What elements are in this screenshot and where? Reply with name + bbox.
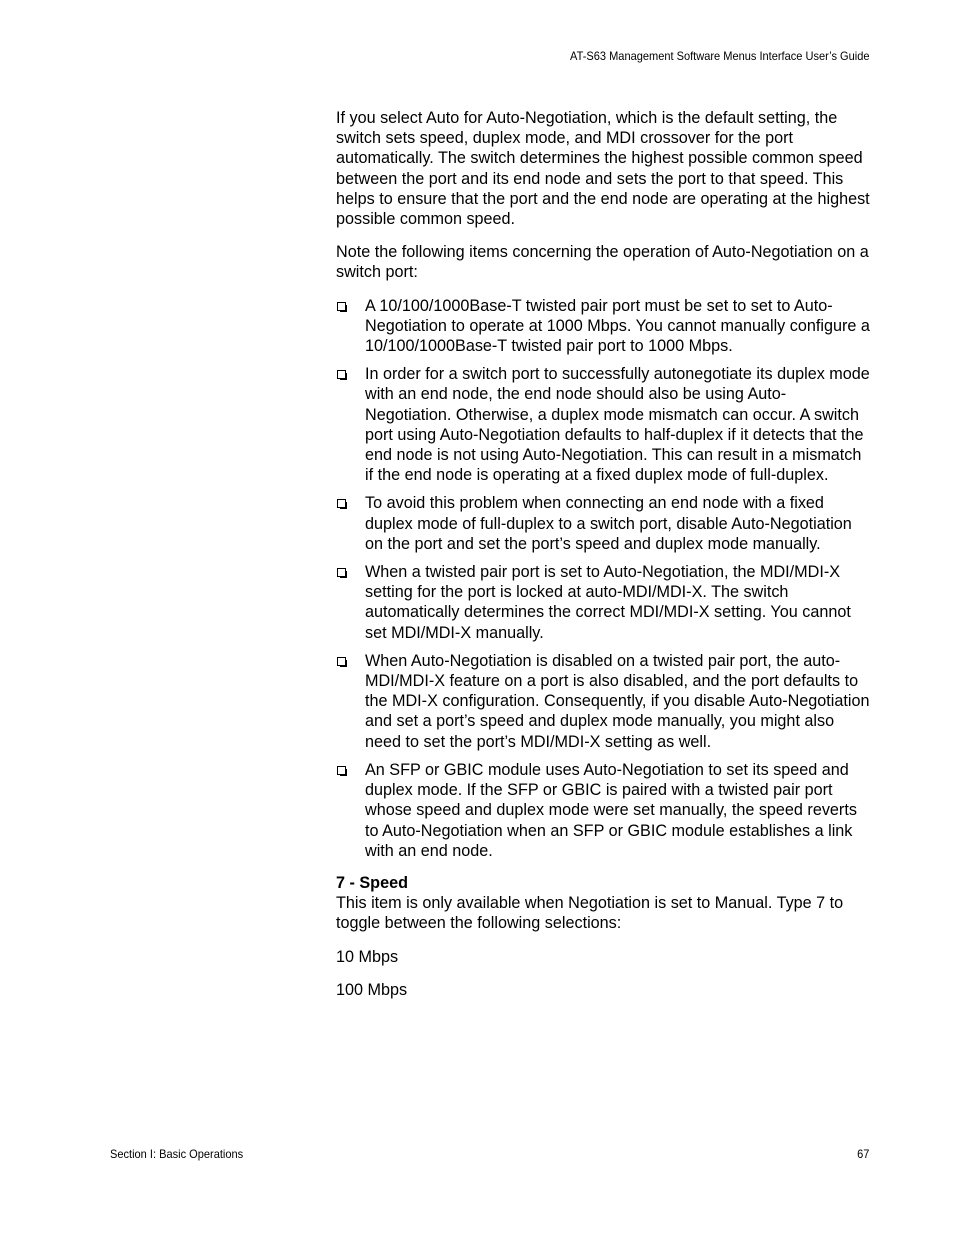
- list-item-text: When Auto-Negotiation is disabled on a twisted pair port, the auto-MDI/MDI-X feature on a port is also disabled, and the port defaults to the MDI-X configuration. Consequently, if you disable Auto-Negotiation and set a port’s speed and duplex mode manually, you might also need to set the port’s MDI/MDI-X setting as well.: [365, 651, 870, 751]
- list-item: [336, 760, 871, 861]
- list-item-text: To avoid this problem when connecting an end node with a fixed duplex mode of full-duplex to a switch port, disable Auto-Negotiation on the port and set the port’s speed and duplex mode manually.: [365, 494, 852, 553]
- speed-option: 10 Mbps: [336, 947, 399, 966]
- list-item-text: When a twisted pair port is set to Auto-Negotiation, the MDI/MDI-X setting for the port is locked at auto-MDI/MDI-X. The switch automatically determines the correct MDI/MDI-X setting. You cannot set MDI/MDI-X manually.: [365, 563, 851, 642]
- checkbox-bullet-icon: [337, 657, 346, 666]
- intro-paragraph: If you select Auto for Auto-Negotiation, which is the default setting, the switch sets speed, duplex mode, and MDI crossover for the port automatically. The switch determines the highest possible common speed between the port and its end node and sets the port to that speed. This helps to ensure that the port and the end node are operating at the highest possible common speed.: [336, 109, 870, 229]
- footer-section: Section I: Basic Operations: [110, 1147, 244, 1161]
- checkbox-bullet-icon: [337, 766, 346, 775]
- list-item: [336, 364, 871, 485]
- checkbox-bullet-icon: [337, 568, 346, 577]
- list-item-text: A 10/100/1000Base-T twisted pair port must be set to set to Auto-Negotiation to operate at 1000 Mbps. You cannot manually configure a 10/100/1000Base-T twisted pair port to 1000 Mbps.: [365, 296, 870, 356]
- speed-intro-paragraph: This item is only available when Negotiation is set to Manual. Type 7 to toggle between the following selections:: [336, 894, 844, 933]
- list-item: [336, 562, 871, 643]
- list-item: [336, 296, 871, 357]
- note-paragraph: Note the following items concerning the operation of Auto-Negotiation on a switch port:: [336, 243, 869, 282]
- checkbox-bullet-icon: [337, 302, 346, 311]
- page-number: 67: [856, 1147, 869, 1161]
- list-item: [336, 651, 871, 752]
- list-item-text: An SFP or GBIC module uses Auto-Negotiation to set its speed and duplex mode. If the SFP or GBIC is paired with a twisted pair port whose speed and duplex mode were set manually, the speed reverts to Auto-Negotiation when an SFP or GBIC module establishes a link with an end node.: [365, 760, 857, 860]
- running-header: AT-S63 Management Software Menus Interface User’s Guide: [569, 49, 869, 63]
- checkbox-bullet-icon: [337, 370, 346, 379]
- speed-heading: 7 - Speed: [336, 873, 408, 892]
- list-item: [336, 493, 871, 554]
- page-body: [336, 108, 871, 1013]
- auto-negotiation-bullet-list: [336, 296, 871, 861]
- speed-option: 100 Mbps: [336, 980, 408, 999]
- list-item-text: In order for a switch port to successfully autonegotiate its duplex mode with an end node, the end node should also be using Auto-Negotiation. Otherwise, a duplex mode mismatch can occur. A switch port using Auto-Negotiation defaults to half-duplex if it detects that the end node is not using Auto-Negotiation. This can result in a mismatch if the end node is operating at a fixed duplex mode of full-duplex.: [365, 365, 870, 485]
- checkbox-bullet-icon: [337, 499, 346, 508]
